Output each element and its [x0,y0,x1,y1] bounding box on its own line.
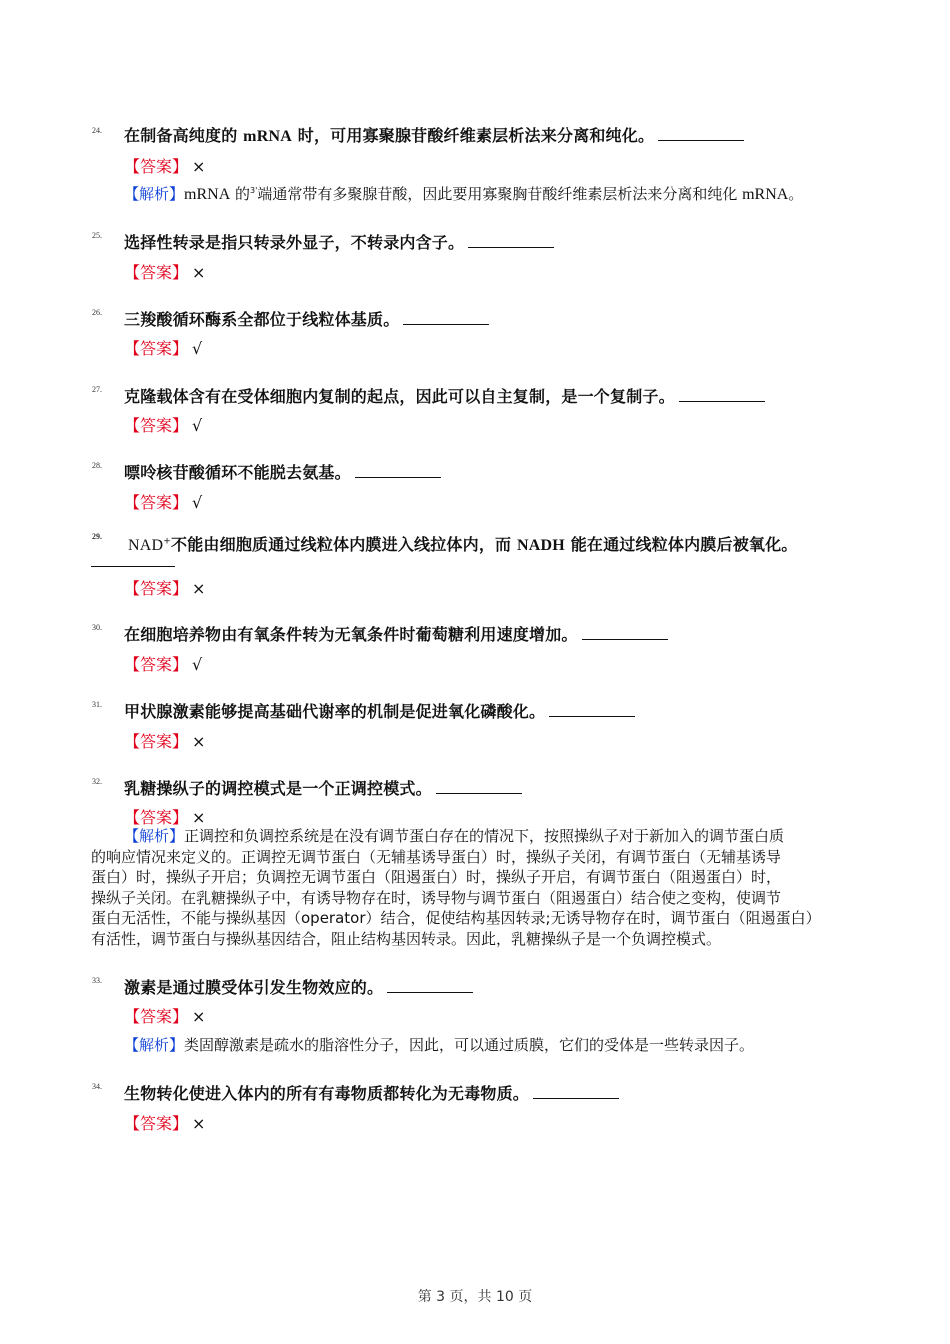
answer-mark: × [192,732,206,751]
answer-blank [91,554,175,567]
question-superscript: + [163,536,172,547]
analysis-line: 的响应情况来定义的。正调控无调节蛋白（无辅基诱导蛋白）时，操纵子关闭，有调节蛋白（无辅基诱导 [91,847,782,866]
question-number: 27. [92,385,102,394]
analysis-text: 正调控和负调控系统是在没有调节蛋白存在的情况下，按照操纵子对于新加入的调节蛋白质 [184,827,785,845]
answer-blank [533,1083,619,1099]
answer-blank [679,386,765,402]
answer-line [124,1004,205,1027]
analysis-tag: 【解析】 [124,185,185,203]
analysis-text: 的 [230,185,251,203]
answer-blank [549,701,635,717]
question-number: 24. [92,126,102,135]
answer-tag: 【答案】 [124,416,189,435]
analysis-text: 。 [788,185,804,203]
question-text [128,532,798,555]
question-number: 34. [92,1082,102,1091]
question-text [124,307,489,330]
analysis-tag: 【解析】 [124,1036,185,1054]
question-text [124,776,522,799]
question-number: 31. [92,700,102,709]
question-number: 30. [92,623,102,632]
question-text [124,1081,619,1104]
analysis-latin: mRNA [742,186,789,203]
analysis-tag: 【解析】 [124,827,185,845]
question-number: 28. [92,461,102,470]
analysis-line [91,826,873,847]
answer-line [124,729,205,752]
question-text-part: 不能由细胞质通过线粒体内膜进入线拉体内，而 [171,535,517,554]
answer-mark: √ [192,416,203,435]
answer-line [124,260,205,283]
answer-blank [436,778,522,794]
answer-tag: 【答案】 [124,493,189,512]
answer-blank [387,977,473,993]
answer-mark: × [192,263,206,282]
answer-line [124,576,205,599]
question-number: 26. [92,308,102,317]
question-text [124,699,635,722]
answer-mark: × [192,1114,206,1133]
answer-blank [403,309,489,325]
answer-mark: × [192,579,206,598]
answer-line [124,336,202,359]
answer-line [124,1111,205,1134]
analysis-superscript: 3' [250,186,258,195]
answer-tag: 【答案】 [124,1007,189,1026]
answer-tag: 【答案】 [124,808,189,827]
analysis-line: 有活性，调节蛋白与操纵基因结合，阻止结构基因转录。因此，乳糖操纵子是一个负调控模式。 [91,929,722,948]
question-text-part: 甲状腺激素能够提高基础代谢率的机制是促进氧化磷酸化。 [124,702,546,721]
answer-tag: 【答案】 [124,579,189,598]
answer-tag: 【答案】 [124,1114,189,1133]
question-text-part: 选择性转录是指只转录外显子，不转录内含子。 [124,233,465,252]
answer-tag: 【答案】 [124,157,189,176]
answer-blank [468,232,554,248]
question-text-part: 克隆载体含有在受体细胞内复制的起点，因此可以自主复制，是一个复制子。 [124,387,675,406]
analysis-line: 蛋白）时，操纵子开启；负调控无调节蛋白（阻遏蛋白）时，操纵子开启，有调节蛋白（阻遏蛋白）时， [91,868,782,886]
answer-line [124,805,205,828]
question-text-part: 乳糖操纵子的调控模式是一个正调控模式。 [124,779,432,798]
question-latin-term: mRNA [243,128,292,145]
answer-blank [582,624,668,640]
answer-blank [658,125,744,141]
answer-mark: × [192,157,206,176]
answer-blank [355,462,441,478]
answer-tag: 【答案】 [124,339,189,358]
question-latin-term: NADH [517,537,565,554]
answer-line [124,413,202,436]
answer-line [124,652,202,675]
analysis-line: 操纵子关闭。在乳糖操纵子中，有诱导物存在时，诱导物与调节蛋白（阻遏蛋白）结合使之变构，使调节 [91,888,782,907]
question-text-part: 在制备高纯度的 [124,126,244,145]
question-number: 32. [92,777,102,786]
answer-line [124,154,205,177]
question-text-part: 生物转化使进入体内的所有有毒物质都转化为无毒物质。 [124,1084,530,1103]
question-text [124,622,668,645]
question-text-part: 时，可用寡聚腺苷酸纤维素层析法来分离和纯化。 [291,126,655,145]
question-number: 25. [92,231,102,240]
question-number: 29. [92,532,102,541]
answer-mark: √ [192,655,203,674]
answer-line [124,490,202,513]
analysis-text: 类固醇激素是疏水的脂溶性分子，因此，可以通过质膜，它们的受体是一些转录因子。 [184,1036,755,1054]
analysis-paragraph [91,826,873,949]
question-text [124,460,441,483]
page-footer: 第 3 页，共 10 页 [417,1289,533,1305]
question-number: 33. [92,976,102,985]
answer-tag: 【答案】 [124,263,189,282]
question-text [124,230,554,253]
question-text [124,975,473,998]
answer-mark: √ [192,493,203,512]
question-text-part: 能在通过线粒体内膜后被氧化。 [564,535,798,554]
analysis-line [124,1034,754,1055]
answer-tag: 【答案】 [124,732,189,751]
answer-mark: √ [192,339,203,358]
question-text [124,123,744,146]
question-text-part: 在细胞培养物由有氧条件转为无氧条件时葡萄糖利用速度增加。 [124,625,578,644]
analysis-text: 端通常带有多聚腺苷酸，因此要用寡聚胸苷酸纤维素层析法来分离和纯化 [257,185,743,203]
analysis-line: 蛋白无活性，不能与操纵基因（operator）结合，促使结构基因转录;无诱导物存在时，调节蛋白（阻遏蛋白） [91,909,821,927]
question-latin-term: NAD [128,537,164,554]
question-text-part: 嘌呤核苷酸循环不能脱去氨基。 [124,463,351,482]
answer-mark: × [192,808,206,827]
question-text-part: 三羧酸循环酶系全都位于线粒体基质。 [124,310,400,329]
question-text [124,384,765,407]
question-text-part: 激素是通过膜受体引发生物效应的。 [124,978,384,997]
analysis-latin: mRNA [184,186,231,203]
analysis-line [124,183,803,204]
answer-tag: 【答案】 [124,655,189,674]
answer-mark: × [192,1007,206,1026]
